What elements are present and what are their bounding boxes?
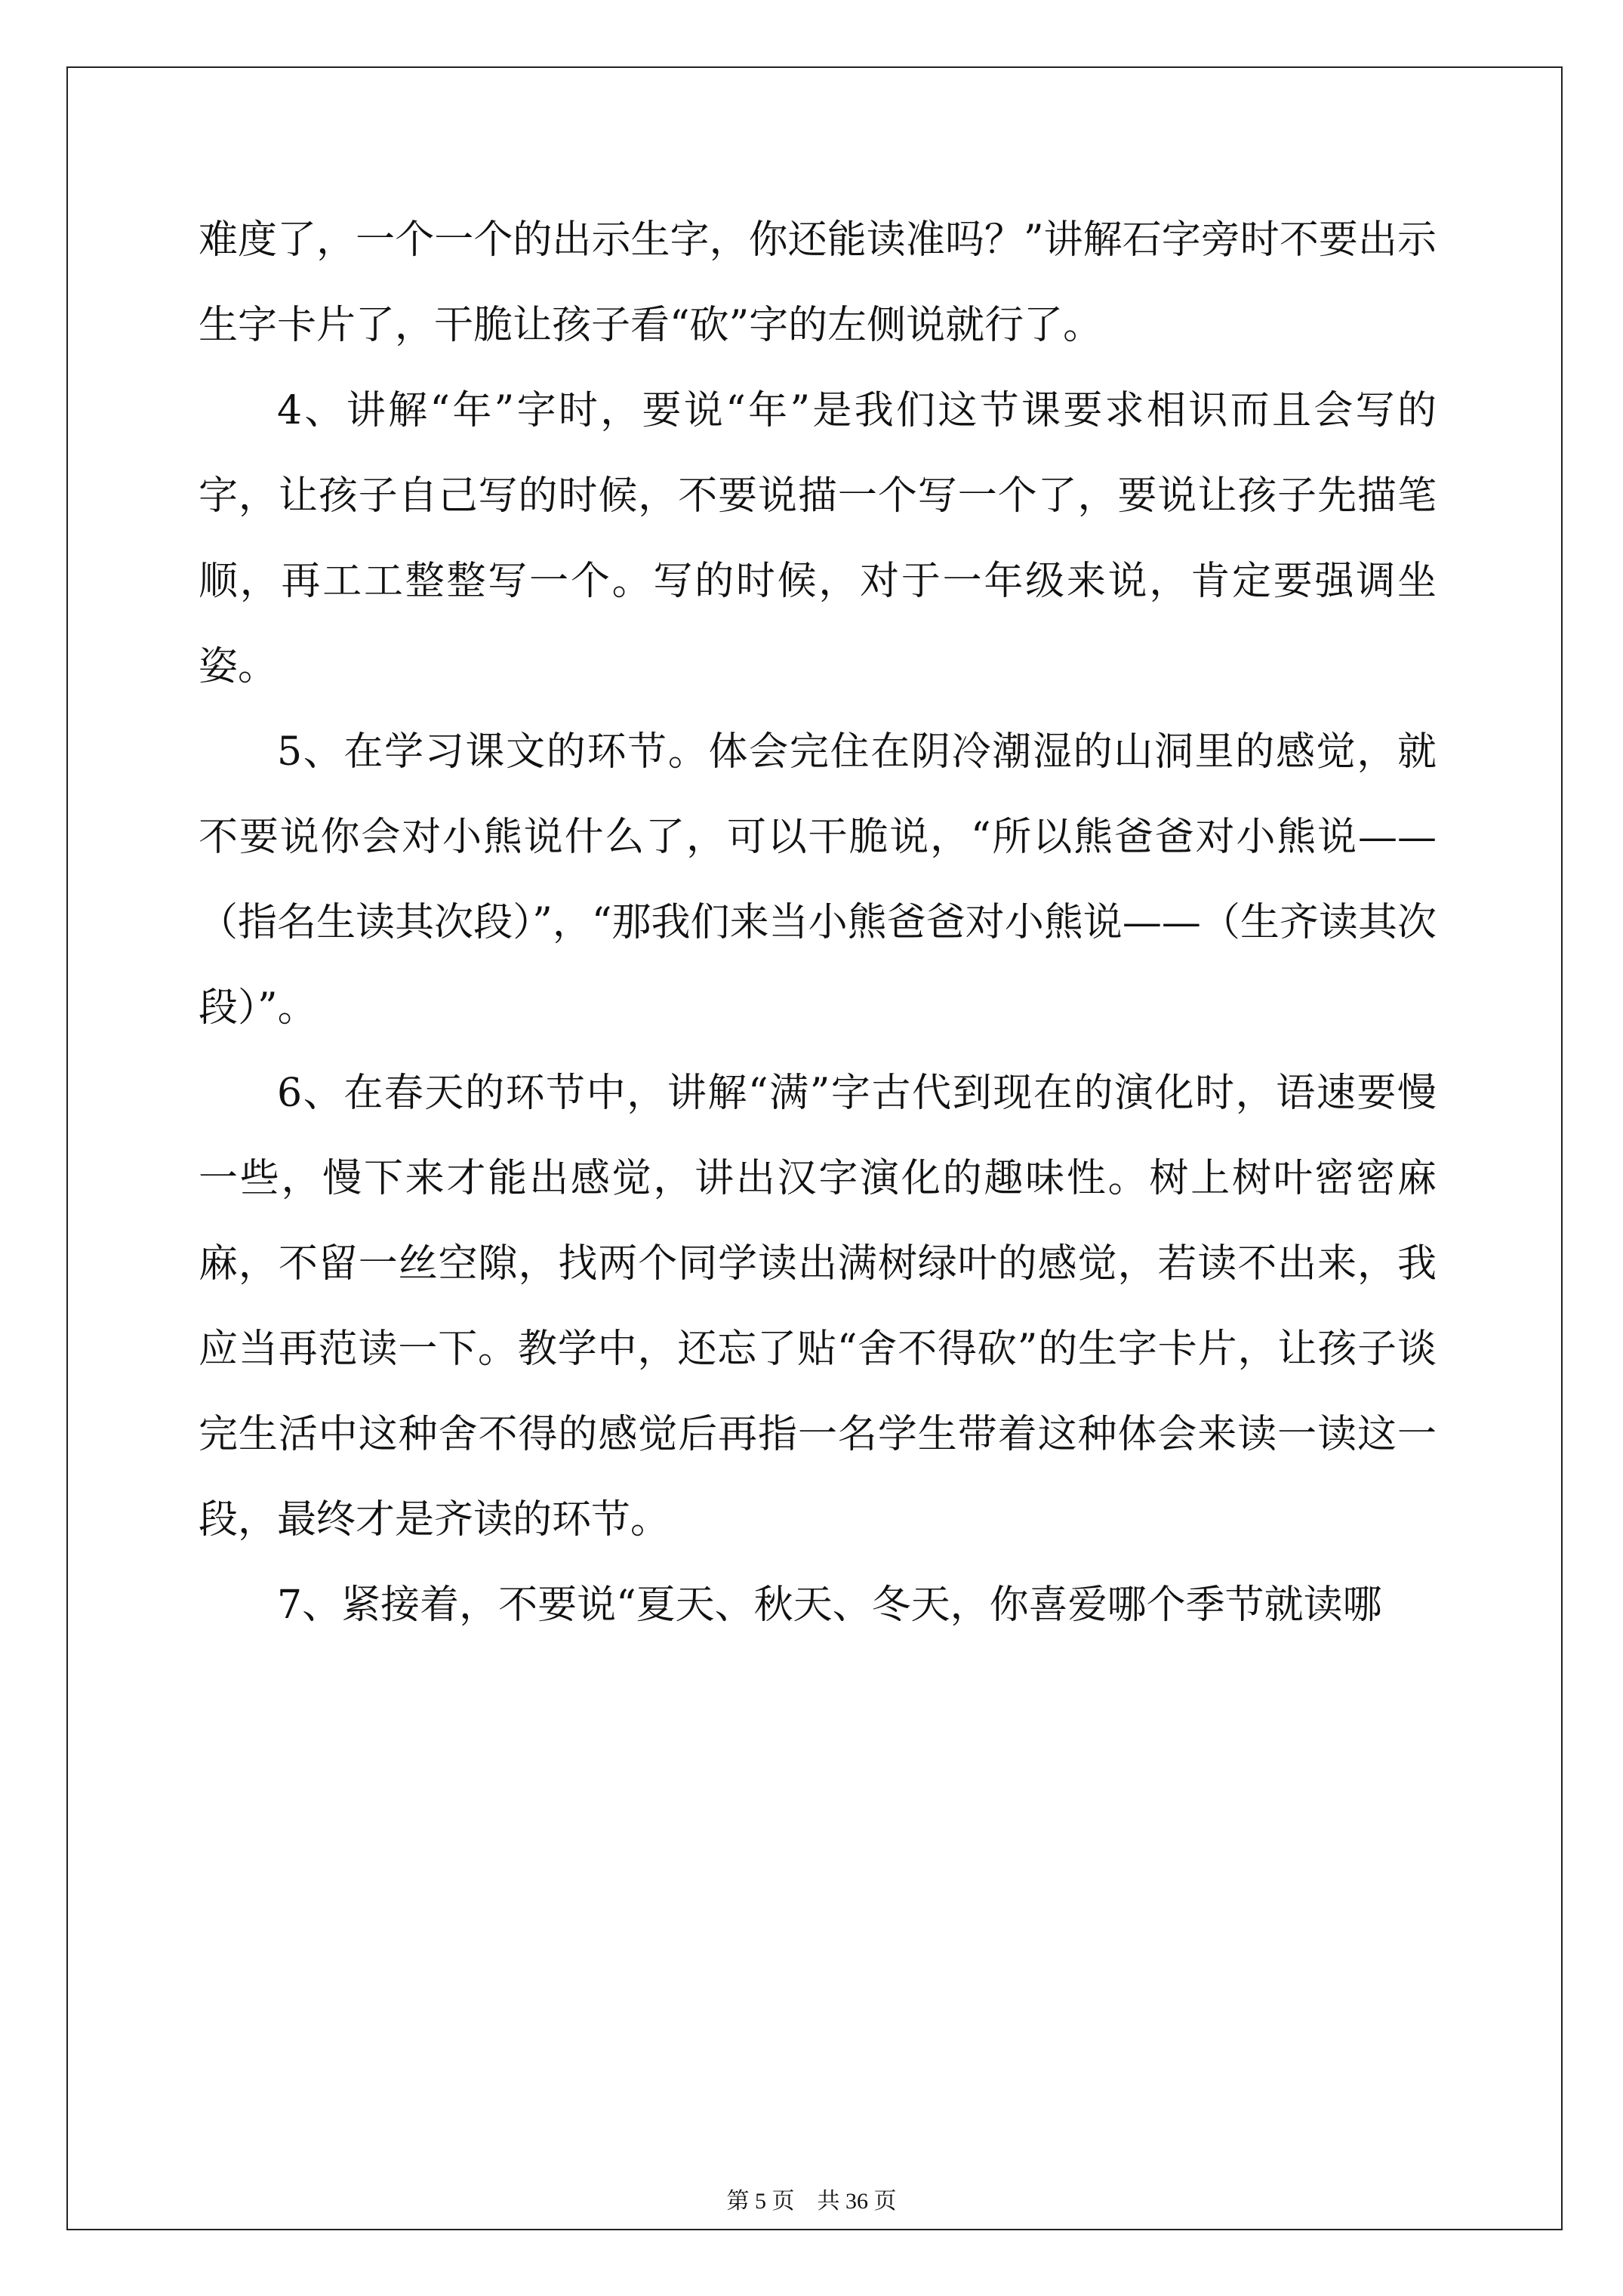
page-number-footer: 第 5 页 共 36 页 [726,2189,897,2214]
paragraph-5: 7、紧接着，不要说“夏天、秋天、冬天，你喜爱哪个季节就读哪 [277,1583,1382,1628]
paragraph-4: 6、在春天的环节中，讲解“满”字古代到现在的演化时，语速要慢一些，慢下来才能出感觉，讲出汉字演化的趣味性。树上树叶密密麻麻，不留一丝空隙，找两个同学读出满树绿叶的感觉，若读不出来，我应当再范读一下。教学中，还忘了贴“舍不得砍”的生字卡片，让孩子谈完生活中这种舍不得的感觉后再指一名学生带着这种体会来读一读这一段，最终才是齐读的环节。 [199,1071,1437,1542]
paragraph-2: 4、讲解“年”字时，要说“年”是我们这节课要求相识而且会写的字，让孩子自己写的时候，不要说描一个写一个了，要说让孩子先描笔顺，再工工整整写一个。写的时候，对于一年级来说，肯定要强调坐姿。 [199,388,1437,689]
paragraph-3: 5、在学习课文的环节。体会完住在阴冷潮湿的山洞里的感觉，就不要说你会对小熊说什么了，可以干脆说，“所以熊爸爸对小熊说——（指名生读其次段）”，“那我们来当小熊爸爸对小熊说——（生齐读其次段）”。 [199,729,1437,1031]
document-body [199,198,1437,1648]
paragraph-1: 难度了，一个一个的出示生字，你还能读准吗？”讲解石字旁时不要出示生字卡片了，干脆让孩子看“砍”字的左侧说就行了。 [199,217,1437,348]
